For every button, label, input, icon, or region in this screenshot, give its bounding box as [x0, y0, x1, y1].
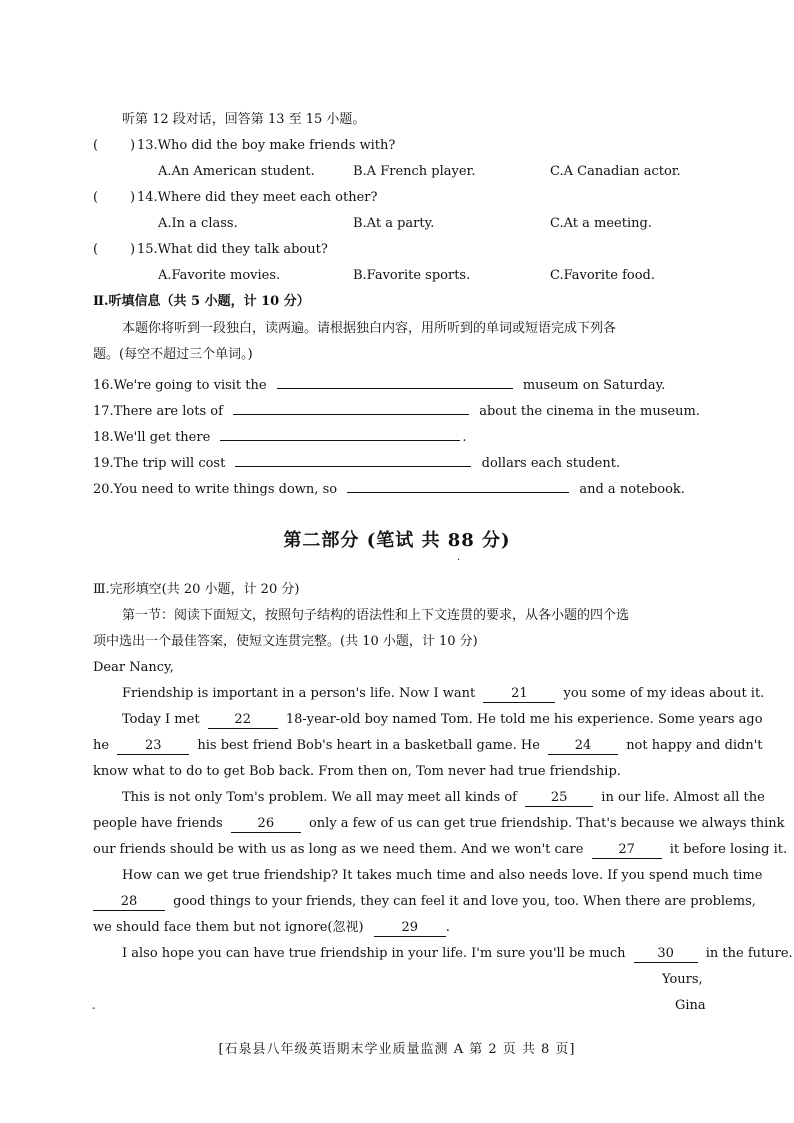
q19-suffix: dollars each student. [481, 456, 621, 471]
cloze-blank-25[interactable]: 25 [525, 790, 593, 807]
cloze-blank-21[interactable]: 21 [483, 686, 555, 703]
question-15: 15.What did they talk about? [137, 242, 328, 257]
passage-text: in the future. [705, 946, 793, 961]
cloze-blank-23[interactable]: 23 [117, 738, 189, 755]
passage-line-4: know what to do to get Bob back. From then on, Tom never had true friendship. [93, 764, 621, 779]
answer-paren-close-15: ) [130, 242, 136, 257]
cloze-blank-28[interactable]: 28 [93, 894, 165, 911]
q19-prefix: 19.The trip will cost [93, 456, 226, 471]
q18-prefix: 18.We'll get there [93, 430, 211, 445]
part2-title: 第二部分 (笔试 共 88 分) [283, 530, 511, 551]
passage-line-11 [122, 945, 793, 963]
cloze-blank-30[interactable]: 30 [634, 946, 698, 963]
passage-text: not happy and didn't [626, 738, 763, 753]
question-16 [93, 372, 665, 395]
passage-text: only a few of us can get true friendship. That's because we always think [308, 816, 785, 831]
question-17 [93, 398, 700, 421]
question-20 [93, 476, 685, 499]
passage-line-10 [93, 919, 450, 937]
option-14c: C.At a meeting. [550, 216, 652, 231]
q16-prefix: 16.We're going to visit the [93, 378, 267, 393]
option-13b: B.A French player. [353, 164, 476, 179]
section3-instruction-1: 第一节：阅读下面短文，按照句子结构的语法性和上下文连贯的要求，从各小题的四个选 [122, 608, 630, 623]
q20-suffix: and a notebook. [579, 482, 685, 497]
answer-paren-14: ( [93, 190, 99, 205]
passage-text: in our life. Almost all the [601, 790, 765, 805]
section3-instruction-2: 项中选出一个最佳答案，使短文连贯完整。(共 10 小题，计 10 分) [93, 634, 478, 649]
passage-text: people have friends [93, 816, 223, 831]
passage-text: . [445, 920, 450, 935]
option-14a: A.In a class. [158, 216, 238, 231]
q16-suffix: museum on Saturday. [522, 378, 666, 393]
speck-mark: · [457, 555, 461, 566]
cloze-blank-27[interactable]: 27 [592, 842, 662, 859]
passage-line-1 [122, 685, 764, 703]
passage-text: Today I met [122, 712, 200, 727]
section3-heading: Ⅲ.完形填空(共 20 小题，计 20 分) [93, 582, 300, 597]
passage-text: good things to your friends, they can feel it and love you, too. When there are problems, [173, 894, 756, 909]
passage-text: he [93, 738, 110, 753]
q18-suffix: . [462, 430, 467, 445]
passage-text: it before losing it. [669, 842, 788, 857]
answer-blank-20[interactable] [347, 476, 569, 493]
passage-text: I also hope you can have true friendship in your life. I'm sure you'll be much [122, 946, 626, 961]
letter-signature: Gina [675, 998, 706, 1013]
page-footer: [石泉县八年级英语期末学业质量监测 A 第 2 页 共 8 页] [218, 1042, 576, 1057]
passage-text: This is not only Tom's problem. We all may meet all kinds of [122, 790, 517, 805]
question-19 [93, 450, 620, 473]
speck-mark: - [92, 1003, 96, 1014]
option-13a: A.An American student. [158, 164, 315, 179]
answer-paren-15: ( [93, 242, 99, 257]
option-15a: A.Favorite movies. [158, 268, 281, 283]
answer-paren-close-14: ) [130, 190, 136, 205]
cloze-blank-29[interactable]: 29 [374, 920, 446, 937]
section2-instruction-2: 题。(每空不超过三个单词。) [93, 347, 253, 362]
letter-greeting: Dear Nancy, [93, 660, 174, 675]
answer-blank-16[interactable] [277, 372, 513, 389]
letter-closing: Yours, [662, 972, 703, 987]
passage-line-2 [122, 711, 763, 729]
q17-prefix: 17.There are lots of [93, 404, 223, 419]
answer-blank-19[interactable] [235, 450, 471, 467]
passage-line-5 [122, 789, 765, 807]
listening-intro: 听第 12 段对话，回答第 13 至 15 小题。 [122, 112, 366, 127]
question-14: 14.Where did they meet each other? [137, 190, 378, 205]
option-15b: B.Favorite sports. [353, 268, 471, 283]
answer-blank-17[interactable] [233, 398, 469, 415]
cloze-blank-26[interactable]: 26 [231, 816, 301, 833]
passage-text: 18-year-old boy named Tom. He told me his experience. Some years ago [285, 712, 763, 727]
q17-suffix: about the cinema in the museum. [479, 404, 700, 419]
option-14b: B.At a party. [353, 216, 435, 231]
answer-blank-18[interactable] [220, 424, 460, 441]
passage-text: his best friend Bob's heart in a basketball game. He [197, 738, 540, 753]
option-15c: C.Favorite food. [550, 268, 656, 283]
question-13: 13.Who did the boy make friends with? [137, 138, 396, 153]
passage-line-6 [93, 815, 785, 833]
answer-paren-13: ( [93, 138, 99, 153]
passage-line-7 [93, 841, 787, 859]
option-13c: C.A Canadian actor. [550, 164, 681, 179]
cloze-blank-24[interactable]: 24 [548, 738, 618, 755]
section2-heading: Ⅱ.听填信息（共 5 小题，计 10 分） [93, 294, 310, 309]
q20-prefix: 20.You need to write things down, so [93, 482, 338, 497]
answer-paren-close-13: ) [130, 138, 136, 153]
passage-text: our friends should be with us as long as we need them. And we won't care [93, 842, 584, 857]
passage-line-3 [93, 737, 763, 755]
section2-instruction-1: 本题你将听到一段独白，读两遍。请根据独白内容，用所听到的单词或短语完成下列各 [122, 321, 617, 336]
passage-text: we should face them but not ignore(忽视) [93, 920, 364, 935]
cloze-blank-22[interactable]: 22 [208, 712, 278, 729]
passage-line-8: How can we get true friendship? It takes much time and also needs love. If you spend much time [122, 868, 763, 883]
question-18 [93, 424, 467, 447]
passage-line-9 [93, 893, 756, 911]
passage-text: you some of my ideas about it. [563, 686, 765, 701]
passage-text: Friendship is important in a person's life. Now I want [122, 686, 476, 701]
